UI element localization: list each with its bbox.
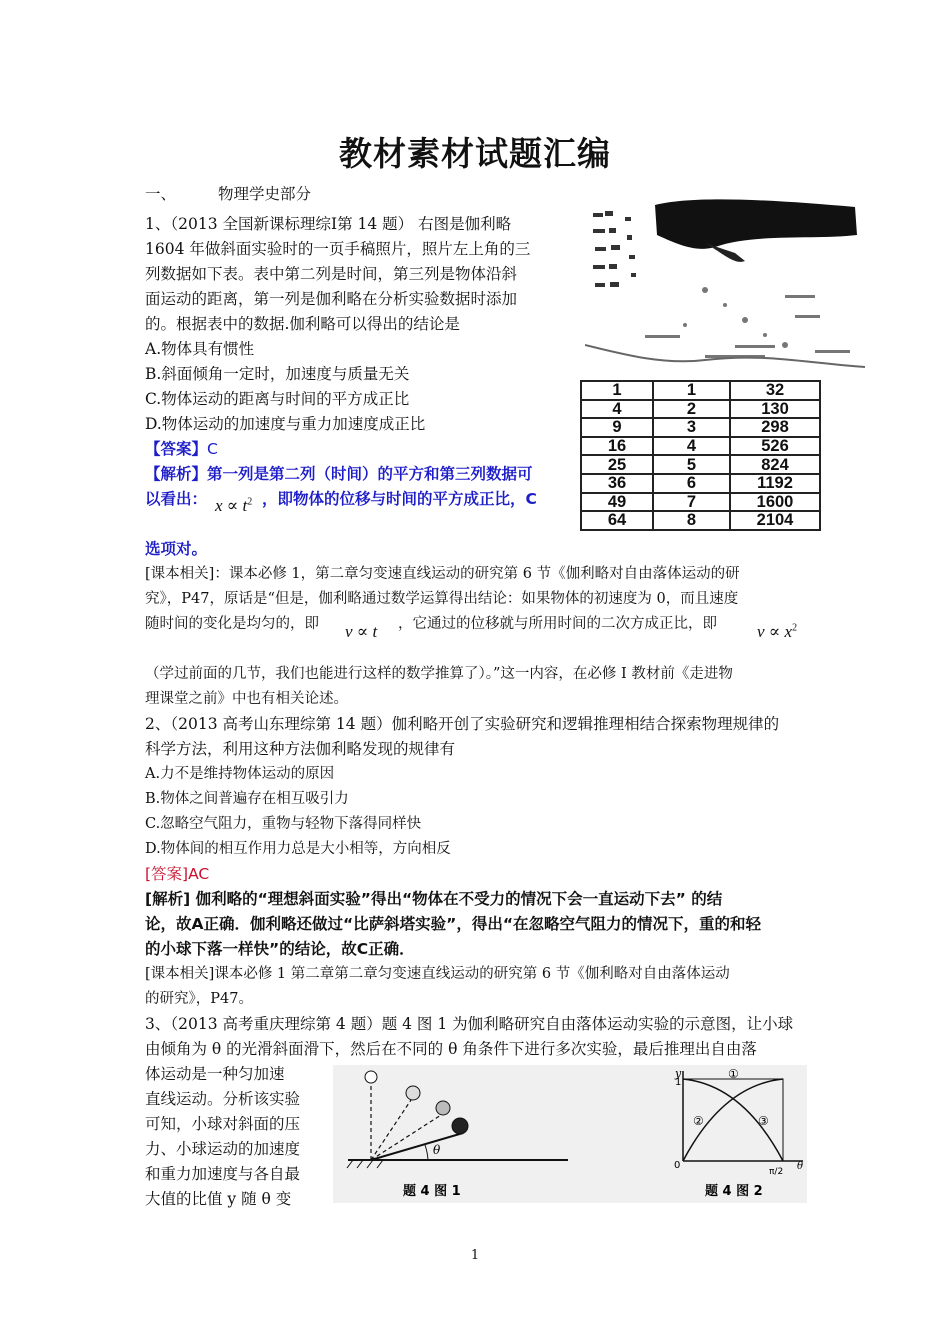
q1-analysis-text-2a: 以看出： <box>145 490 208 508</box>
q1-option-b: B.斜面倾角一定时，加速度与质量无关 <box>145 365 410 383</box>
table-cell: 526 <box>730 437 820 456</box>
fig2-pi-label: π/2 <box>769 1167 784 1177</box>
q2-option-b: B.物体之间普遍存在相互吸引力 <box>145 791 349 807</box>
formula-x-prop-t2: $x \propto t^2$ <box>215 496 253 515</box>
table-cell: 64 <box>581 511 653 530</box>
table-cell: 2 <box>653 400 730 419</box>
figure-4-2 <box>573 1065 807 1203</box>
q1-analysis-line-2 <box>145 487 207 512</box>
q2-analysis-3: 的小球下落一样快”的结论，故C正确． <box>145 940 415 958</box>
q2-option-d: D.物体间的相互作用力总是大小相等，方向相反 <box>145 841 451 857</box>
figure-4-1 <box>333 1065 573 1203</box>
q2-option-a: A.力不是维持物体运动的原因 <box>145 766 335 782</box>
formula-v-prop-t: v ∝ t <box>345 622 378 641</box>
q1-option-c: C.物体运动的距离与时间的平方成正比 <box>145 390 410 408</box>
q1-answer <box>145 437 218 462</box>
table-cell: 16 <box>581 437 653 456</box>
q2-line-2: 科学方法，利用这种方法伽利略发现的规律有 <box>145 740 456 758</box>
data-table <box>580 380 821 531</box>
table-cell: 298 <box>730 418 820 437</box>
q1-line-4: 面运动的距离，第一列是伽利略在分析实验数据时添加 <box>145 290 518 308</box>
table-row <box>581 437 820 456</box>
formula-v-prop-x2: $v \propto x^2$ <box>757 622 798 641</box>
curve-label-3: ③ <box>758 1114 769 1128</box>
table-cell: 1600 <box>730 493 820 512</box>
q1-option-a: A.物体具有惯性 <box>145 340 255 358</box>
table-row <box>581 474 820 493</box>
q2-textbook-2: 的研究》，P47。 <box>145 991 253 1007</box>
q1-analysis-text-1: 第一列是第二列（时间）的平方和第三列数据可 <box>207 465 533 483</box>
q1-textbook-line-1: [课本相关]：课本必修 1，第二章匀变速直线运动的研究第 6 节《伽利略对自由落体运动的研 <box>145 566 740 582</box>
table-cell: 3 <box>653 418 730 437</box>
table-cell: 9 <box>581 418 653 437</box>
table-cell: 2104 <box>730 511 820 530</box>
table-cell: 4 <box>581 400 653 419</box>
galileo-manuscript-photo <box>585 195 865 370</box>
page-number: 1 <box>470 1248 480 1263</box>
table-row <box>581 511 820 530</box>
q1-textbook-line-4: （学过前面的几节，我们也能进行这样的数学推算了）。”这一内容，在必修 Ⅰ 教材前《走进物 <box>145 666 733 682</box>
q3-side-line-1: 体运动是一种匀加速 <box>145 1065 285 1083</box>
fig2-zero-label: 0 <box>674 1160 681 1171</box>
table-row <box>581 400 820 419</box>
table-row <box>581 493 820 512</box>
q1-line-5: 的。根据表中的数据.伽利略可以得出的结论是 <box>145 315 460 333</box>
table-row <box>581 381 820 400</box>
q3-side-line-5: 和重力加速度与各自最 <box>145 1165 301 1183</box>
table-cell: 49 <box>581 493 653 512</box>
q3-side-line-6: 大值的比值 y 随 θ 变 <box>145 1190 292 1208</box>
q3-side-line-2: 直线运动。分析该实验 <box>145 1090 301 1108</box>
table-cell: 5 <box>653 455 730 474</box>
table-cell: 25 <box>581 455 653 474</box>
q1-analysis-line-2b: ，即物体的位移与时间的平方成正比，C <box>262 490 537 508</box>
section-number: 一、 <box>145 185 177 203</box>
q3-side-line-4: 力、小球运动的加速度 <box>145 1140 301 1158</box>
q1-line-1: 1、（2013 全国新课标理综Ⅰ第 14 题） 右图是伽利略 <box>145 215 512 233</box>
q2-answer: [答案]AC <box>145 865 210 883</box>
table-cell: 824 <box>730 455 820 474</box>
table-cell: 1192 <box>730 474 820 493</box>
q3-side-line-3: 可知，小球对斜面的压 <box>145 1115 301 1133</box>
fig2-y-label: y <box>675 1067 682 1080</box>
q2-textbook-1: [课本相关]课本必修 1 第二章第二章匀变速直线运动的研究第 6 节《伽利略对自由落体运动 <box>145 966 730 982</box>
q1-textbook-line-3a: 随时间的变化是均匀的，即 <box>145 616 319 632</box>
q1-analysis-line-3: 选项对。 <box>145 540 208 558</box>
table-cell: 32 <box>730 381 820 400</box>
q2-line-1: 2、（2013 高考山东理综第 14 题）伽利略开创了实验研究和逻辑推理相结合探索物理规律的 <box>145 715 780 733</box>
curve-label-2: ② <box>693 1114 704 1128</box>
table-cell: 6 <box>653 474 730 493</box>
fig2-one-label: 1 <box>675 1077 682 1088</box>
table-cell: 8 <box>653 511 730 530</box>
q2-option-c: C.忽略空气阻力，重物与轻物下落得同样快 <box>145 816 422 832</box>
table-cell: 130 <box>730 400 820 419</box>
q1-analysis-line-1 <box>145 462 533 487</box>
q2-analysis-2: 论，故A正确．伽利略还做过“比萨斜塔实验”，得出“在忽略空气阻力的情况下，重的和轻 <box>145 915 762 933</box>
fig1-caption: 题 4 图 1 <box>403 1184 461 1199</box>
q1-answer-value: C <box>207 440 218 458</box>
table-cell: 36 <box>581 474 653 493</box>
q1-textbook-line-5: 理课堂之前》中也有相关论述。 <box>145 691 348 707</box>
q3-line-1: 3、（2013 高考重庆理综第 4 题）题 4 图 1 为伽利略研究自由落体运动实验的示意图，让小球 <box>145 1015 794 1033</box>
q1-line-3: 列数据如下表。表中第二列是时间，第三列是物体沿斜 <box>145 265 518 283</box>
table-cell: 1 <box>581 381 653 400</box>
section-label: 物理学史部分 <box>218 185 312 203</box>
q1-answer-label: 【答案】 <box>145 440 208 458</box>
page-title: 教材素材试题汇编 <box>339 134 611 173</box>
section-heading <box>145 182 311 207</box>
table-row <box>581 455 820 474</box>
fig1-theta-label: θ <box>433 1143 441 1157</box>
q1-line-2: 1604 年做斜面实验时的一页手稿照片，照片左上角的三 <box>145 240 531 258</box>
table-row <box>581 418 820 437</box>
curve-label-1: ① <box>728 1067 739 1081</box>
table-cell: 7 <box>653 493 730 512</box>
q3-line-2: 由倾角为 θ 的光滑斜面滑下，然后在不同的 θ 角条件下进行多次实验，最后推理出自由落 <box>145 1040 757 1058</box>
fig2-theta-label: θ <box>797 1161 804 1172</box>
table-cell: 4 <box>653 437 730 456</box>
q1-analysis-label: 【解析】 <box>145 465 208 483</box>
table-cell: 1 <box>653 381 730 400</box>
q1-textbook-line-3b: ，它通过的位移就与所用时间的二次方成正比，即 <box>398 616 717 632</box>
q2-analysis-1: [解析] 伽利略的“理想斜面实验”得出“物体在不受力的情况下会一直运动下去” 的结 <box>145 890 723 908</box>
fig2-caption: 题 4 图 2 <box>705 1184 763 1199</box>
q1-textbook-line-2: 究》，P47，原话是“但是，伽利略通过数学运算得出结论：如果物体的初速度为 0，而且速度 <box>145 591 739 607</box>
q1-option-d: D.物体运动的加速度与重力加速度成正比 <box>145 415 426 433</box>
